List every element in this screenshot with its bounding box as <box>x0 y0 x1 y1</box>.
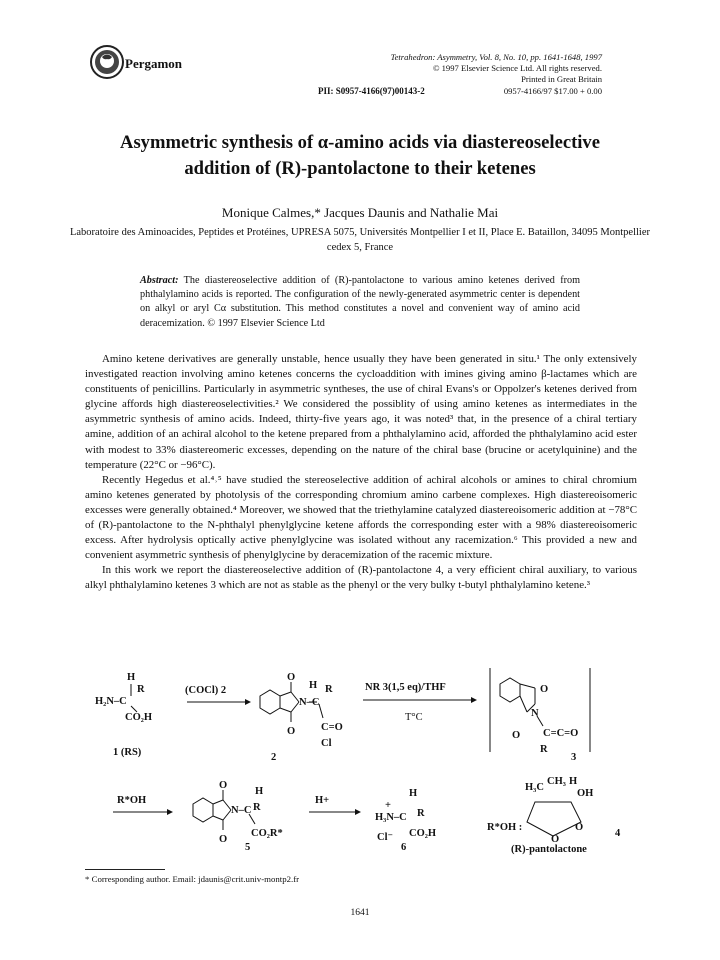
body-text <box>85 352 637 594</box>
svg-text:O: O <box>551 834 560 845</box>
journal-line: Tetrahedron: Asymmetry, Vol. 8, No. 10, pp. 1641-1648, 1997 <box>390 52 602 62</box>
footnote-divider <box>85 869 165 870</box>
svg-text:R: R <box>417 808 425 819</box>
abstract-label: Abstract: <box>140 275 179 286</box>
reagent-1: (COCl) 2 <box>185 685 227 696</box>
paper-title <box>60 130 660 182</box>
temperature: T°C <box>405 712 423 723</box>
svg-text:+: + <box>385 800 391 811</box>
svg-text:H₃N–C: H₃N–C <box>375 812 407 823</box>
footnote: * Corresponding author. Email: jdaunis@crit.univ-montp2.fr <box>85 874 300 884</box>
title-line-2: addition of (R)-pantolactone to their ketenes <box>184 158 536 179</box>
pii: PII: S0957-4166(97)00143-2 <box>318 86 425 96</box>
svg-text:H: H <box>569 776 578 787</box>
svg-text:H₂N–C: H₂N–C <box>95 696 127 707</box>
svg-text:O: O <box>219 780 228 791</box>
logo-head-icon <box>92 47 122 77</box>
svg-text:O: O <box>512 730 521 741</box>
paragraph: Amino ketene derivatives are generally unstable, hence usually they have been generated in situ.¹ The only extensively investigated reaction involving amino ketenes concerns the cycloaddition with imines giving amino β-lactames which are constituents of penicillins. Particularly in asymmetric syntheses, the use of chiral Evans's or Oppolzer's ketenes derived from glycine affords high diastereoselectivities.² We considered the possiblity of using amino ketenes as intermediates in the asymmetric synthesis of amino acids. Indeed, thirty-five years ago, it was noted³ that, in the presence of a chiral tertiary amine, addition of an achiral alcohol to the ketene prepared from a phthalylamino acid, afforded the phthalylamino acid ester with modest to 33% diastereomeric excesses, depending on the nature of the chiral base (brucine or acetylquinine) and the temperature (22°C or −96°C). <box>85 353 637 471</box>
paragraph: In this work we report the diastereoselective addition of (R)-pantolactone 4, a very efficient chiral auxiliary, to various alkyl phthalylamino ketenes 3 which are not as stable as the phenyl or the very bulky t-butyl phthalylamino ketene.³ <box>85 564 637 592</box>
copyright-line: © 1997 Elsevier Science Ltd. All rights reserved. <box>432 63 602 74</box>
svg-text:O: O <box>219 834 228 845</box>
label-6: 6 <box>401 842 407 853</box>
compound-4 <box>487 776 621 855</box>
svg-text:OH: OH <box>577 788 594 799</box>
svg-text:O: O <box>540 684 549 695</box>
svg-text:O: O <box>287 726 296 737</box>
svg-text:H: H <box>127 672 136 683</box>
compound-1 <box>95 672 152 723</box>
reagent-2: NR 3(1,5 eq)/THF <box>365 682 446 693</box>
svg-text:O: O <box>575 822 584 833</box>
svg-text:R: R <box>253 802 261 813</box>
svg-text:H: H <box>409 788 418 799</box>
ror-label: R*OH : <box>487 822 523 833</box>
label-2: 2 <box>271 752 277 763</box>
svg-text:H₃C: H₃C <box>525 782 544 793</box>
reagent-4: H+ <box>315 795 330 806</box>
page-number: 1641 <box>350 908 370 918</box>
abstract <box>140 274 580 331</box>
svg-text:H: H <box>255 786 264 797</box>
compound-6 <box>375 788 436 853</box>
svg-text:R: R <box>540 744 548 755</box>
svg-text:N–C: N–C <box>299 697 320 708</box>
svg-text:N: N <box>531 708 539 719</box>
svg-text:R: R <box>137 684 145 695</box>
label-5: 5 <box>245 842 251 853</box>
svg-text:O: O <box>287 672 296 683</box>
svg-text:CH₃: CH₃ <box>547 776 566 787</box>
svg-text:C=C=O: C=C=O <box>543 728 579 739</box>
label-1: 1 (RS) <box>113 747 142 758</box>
affiliation: Laboratoire des Aminoacides, Peptides et Protéines, UPRESA 5075, Universités Montpellier I et II, Place E. Bataillon, 34095 Montpellier cedex 5, France <box>69 227 651 253</box>
svg-text:C=O: C=O <box>321 722 343 733</box>
printed-line: Printed in Great Britain <box>521 74 602 85</box>
svg-text:Cl⁻: Cl⁻ <box>377 832 394 843</box>
label-3: 3 <box>571 752 577 763</box>
svg-text:Cl: Cl <box>321 738 332 749</box>
pergamon-logo <box>90 45 124 79</box>
label-4: 4 <box>615 828 621 839</box>
svg-text:R: R <box>325 684 333 695</box>
reagent-3: R*OH <box>117 795 147 806</box>
authors: Monique Calmes,* Jacques Daunis and Nathalie Mai <box>221 205 499 220</box>
publisher-name: Pergamon <box>125 56 183 71</box>
svg-text:N–C: N–C <box>231 805 252 816</box>
svg-text:CO₂H: CO₂H <box>409 828 437 839</box>
abstract-text: The diastereoselective addition of (R)-pantolactone to various amino ketenes derived from phthalylamino acids is reported. The configuration of the newly-generated asymmetric center is dependent on alkyl or aryl Cα substitution. This method constitutes a novel and convenient way of amino acid deracemization. © 1997 Elsevier Science Ltd <box>140 275 580 329</box>
svg-text:CO₂H: CO₂H <box>125 712 153 723</box>
issn-line: 0957-4166/97 $17.00 + 0.00 <box>503 85 602 96</box>
paragraph: Recently Hegedus et al.⁴˒⁵ have studied the stereoselective addition of achiral alcohols or amines to chiral chromium amino ketenes generated by photolysis of the corresponding chromium amino carbene complexes. High diastereoisomeric excesses were generally obtained.⁴ Moreover, we showed that the triethylamine catalyzed diastereoisomeric addition at −78°C of (R)-pantolactone to the N-phthalyl phenylglycine ketene affords the corresponding ester with a 98% diastereoisomeric excess. After hydrolysis optically active phenylglycine was isolated without any racemization.⁶ This provided a new and convenient asymmetric synthesis of phenylglycine by deracemization of the racemic mixture. <box>85 473 637 562</box>
reaction-scheme <box>95 660 635 855</box>
svg-text:CO₂R*: CO₂R* <box>251 828 283 839</box>
pantolactone-label: (R)-pantolactone <box>511 844 587 855</box>
title-line-1: Asymmetric synthesis of α-amino acids via diastereoselective <box>120 132 600 153</box>
svg-text:H: H <box>309 680 318 691</box>
